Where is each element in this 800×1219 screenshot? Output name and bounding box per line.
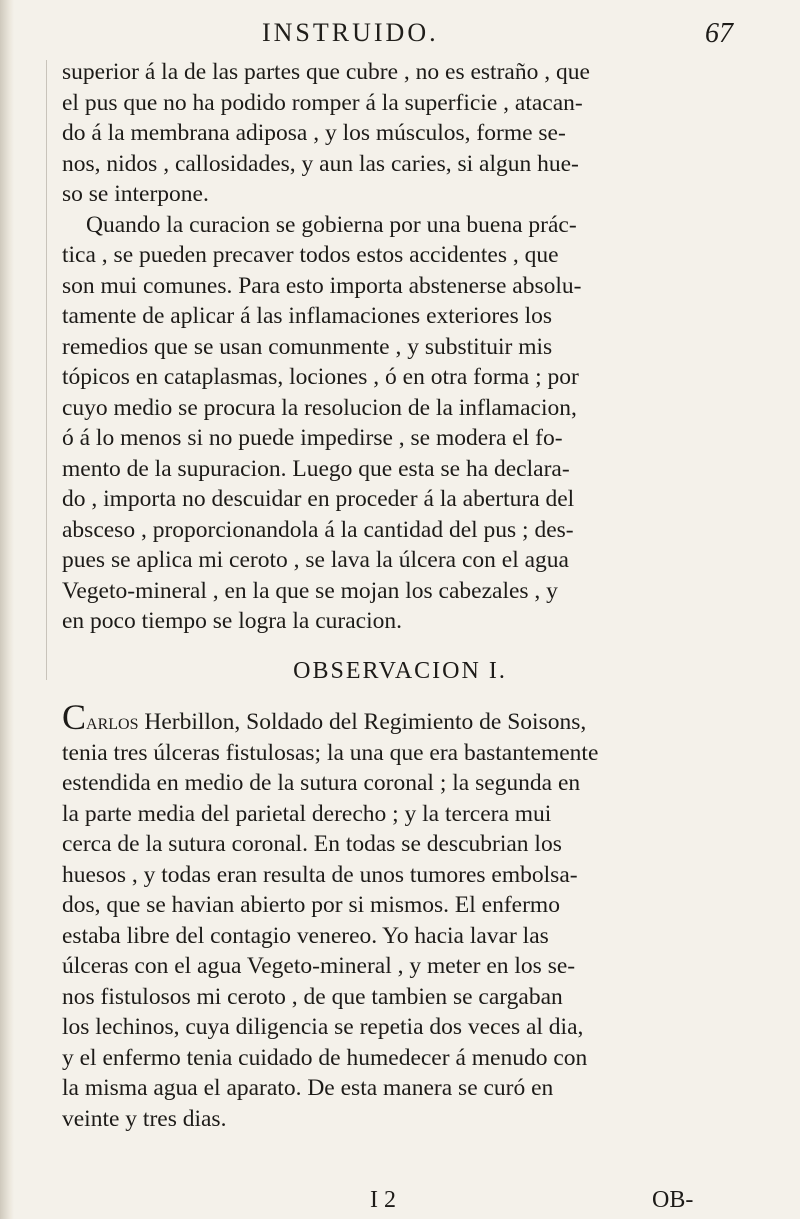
text-line: tenia tres úlceras fistulosas; la una que era bastantemente (62, 739, 599, 766)
text-line: tica , se pueden precaver todos estos accidentes , que (62, 242, 559, 268)
text-line: mento de la supuracion. Luego que esta se ha declara- (62, 455, 570, 482)
binding-edge-shadow (0, 0, 14, 1219)
page-number: 67 (705, 18, 733, 49)
text-line: do á la membrana adiposa , y los músculos, forme se- (62, 120, 566, 146)
opening-smallcaps: arlos (86, 709, 139, 735)
text-line: dos, que se havian abierto por si mismos. El enfermo (62, 892, 560, 918)
text-line: huesos , y todas eran resulta de unos tumores embolsa- (62, 861, 578, 888)
text-line: el pus que no ha podido romper á la superficie , atacan- (62, 89, 583, 116)
text-line: y el enfermo tenia cuidado de humedecer á menudo con (62, 1044, 588, 1071)
text-line: estendida en medio de la sutura coronal ; la segunda en (62, 770, 581, 796)
drop-capital: C (62, 705, 87, 737)
gutter-mark (46, 60, 47, 680)
text-line: son mui comunes. Para esto importa abstenerse absolu- (62, 272, 582, 299)
text-line: nos fistulosos mi ceroto , de que tambien se cargaban (62, 983, 563, 1010)
text-line: ó á lo menos si no puede impedirse , se modera el fo- (62, 425, 563, 451)
text-line: Vegeto-mineral , en la que se mojan los cabezales , y (62, 577, 558, 604)
text-line: Quando la curacion se gobierna por una buena prác- (86, 211, 577, 238)
text-line: úlceras con el agua Vegeto-mineral , y meter en los se- (62, 953, 576, 979)
text-line: remedios que se usan comunmente , y substituir mis (62, 333, 553, 360)
text-line: tópicos en cataplasmas, lociones , ó en otra forma ; por (62, 364, 579, 390)
observation-text (62, 705, 762, 1134)
text-line-first (62, 705, 762, 738)
text-line: cuyo medio se procura la resolucion de la inflamacion, (62, 394, 577, 421)
text-line: cerca de la sutura coronal. En todas se descubrian los (62, 831, 562, 857)
section-heading: OBSERVACION I. (293, 658, 507, 684)
text-line: absceso , proporcionandola á la cantidad del pus ; des- (62, 516, 574, 543)
text-line: superior á la de las partes que cubre , no es estraño , que (62, 59, 590, 85)
signature-mark: I 2 (370, 1187, 396, 1213)
text-line: so se interpone. (62, 181, 209, 207)
first-line-text: Herbillon, Soldado del Regimiento de Soisons, (138, 709, 587, 735)
catchword: OB- (652, 1187, 694, 1213)
text-line: los lechinos, cuya diligencia se repetia dos veces al dia, (62, 1014, 584, 1040)
text-line: pues se aplica mi ceroto , se lava la úlcera con el agua (62, 547, 569, 573)
body-text (62, 57, 762, 637)
text-line: tamente de aplicar á las inflamaciones exteriores los (62, 303, 553, 329)
text-line: nos, nidos , callosidades, y aun las caries, si algun hue- (62, 150, 579, 177)
text-line: en poco tiempo se logra la curacion. (62, 608, 402, 634)
text-line: estaba libre del contagio venereo. Yo hacia lavar las (62, 922, 549, 949)
text-line: la misma agua el aparato. De esta manera se curó en (62, 1075, 554, 1101)
text-line: do , importa no descuidar en proceder á la abertura del (62, 486, 575, 512)
running-head: INSTRUIDO. (262, 18, 439, 47)
text-line: veinte y tres dias. (62, 1105, 227, 1132)
text-line: la parte media del parietal derecho ; y la tercera mui (62, 800, 552, 827)
